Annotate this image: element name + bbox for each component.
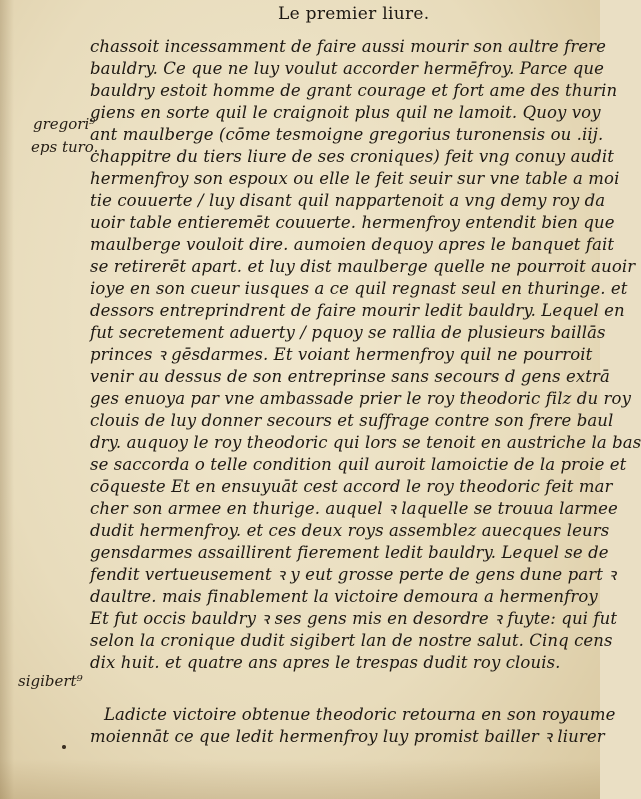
text-line: bauldry estoit homme de grant courage et fort ame des thurin: [90, 81, 618, 100]
running-head: Le premier liure.: [278, 4, 430, 24]
text-line: maulberge vouloit dire. aumoien dequoy apres le banquet fait: [90, 235, 615, 254]
text-line: ant maulberge (cōme tesmoigne gregorius turonensis ou .iij.: [90, 125, 604, 144]
text-line: fendit vertueusement ꝛ y eut grosse perte de gens dune part ꝛ: [90, 565, 617, 584]
text-line: chassoit incessamment de faire aussi mourir son aultre frere: [90, 37, 607, 56]
text-line: giens en sorte quil le craignoit plus quil ne lamoit. Quoy voy: [90, 103, 601, 122]
text-line: tie couuerte / luy disant quil nappartenoit a vng demy roy da: [90, 191, 606, 210]
text-line: cōqueste Et en ensuyuāt cest accord le roy theodoric feit mar: [90, 477, 613, 496]
text-line: gensdarmes assaillirent fierement ledit bauldry. Lequel se de: [90, 543, 609, 562]
text-line: ges enuoya par vne ambassade prier le roy theodoric filz du roy: [90, 389, 631, 408]
text-line: se retirerēt apart. et luy dist maulberge quelle ne pourroit auoir: [90, 257, 636, 276]
margin-note-gregorius: gregori⁹: [33, 115, 96, 133]
text-line: se saccorda o telle condition quil auroit lamoictie de la proie et: [90, 455, 627, 474]
text-line: Et fut occis bauldry ꝛ ses gens mis en desordre ꝛ fuyte: qui fut: [90, 609, 618, 628]
text-line: clouis de luy donner secours et suffrage contre son frere baul: [90, 411, 614, 430]
text-line: cher son armee en thurige. auquel ꝛ laquelle se trouua larmee: [90, 499, 618, 518]
text-line: dessors entreprindrent de faire mourir ledit bauldry. Lequel en: [90, 301, 625, 320]
text-line: ioye en son cueur iusques a ce quil regnast seul en thuringe. et: [90, 279, 628, 298]
text-line: daultre. mais finablement la victoire demoura a hermenfroy: [90, 587, 598, 606]
text-line: dry. auquoy le roy theodoric qui lors se tenoit en austriche la bas: [90, 433, 641, 452]
text-line: hermenfroy son espoux ou elle le feit seuir sur vne table a moi: [90, 169, 620, 188]
text-line: venir au dessus de son entreprinse sans secours d gens extrā: [90, 367, 610, 386]
text-line: dix huit. et quatre ans apres le trespas dudit roy clouis.: [90, 653, 561, 672]
text-line: chappitre du tiers liure de ses croniques) feit vng conuy audit: [90, 147, 615, 166]
margin-note-episcopus-turonensis: eps turo.: [31, 138, 99, 156]
text-line: bauldry. Ce que ne luy voulut accorder hermēfroy. Parce que: [90, 59, 604, 78]
margin-note-sigibert: sigibert⁹: [18, 672, 83, 690]
ink-mark: [62, 745, 66, 749]
text-line: moiennāt ce que ledit hermenfroy luy promist bailler ꝛ liurer: [90, 727, 605, 746]
text-line: princes ꝛ gēsdarmes. Et voiant hermenfroy quil ne pourroit: [90, 345, 593, 364]
page-bottom-stain: [0, 759, 600, 799]
text-line: fut secretement aduerty / pquoy se rallia de plusieurs baillās: [90, 323, 606, 342]
text-line: selon la cronique dudit sigibert lan de nostre salut. Cinq cens: [90, 631, 613, 650]
text-line: dudit hermenfroy. et ces deux roys assemblez auecques leurs: [90, 521, 610, 540]
page-edge-shadow: [0, 0, 14, 799]
text-line: uoir table entieremēt couuerte. hermenfroy entendit bien que: [90, 213, 615, 232]
text-line: Ladicte victoire obtenue theodoric retourna en son royaume: [104, 705, 616, 724]
